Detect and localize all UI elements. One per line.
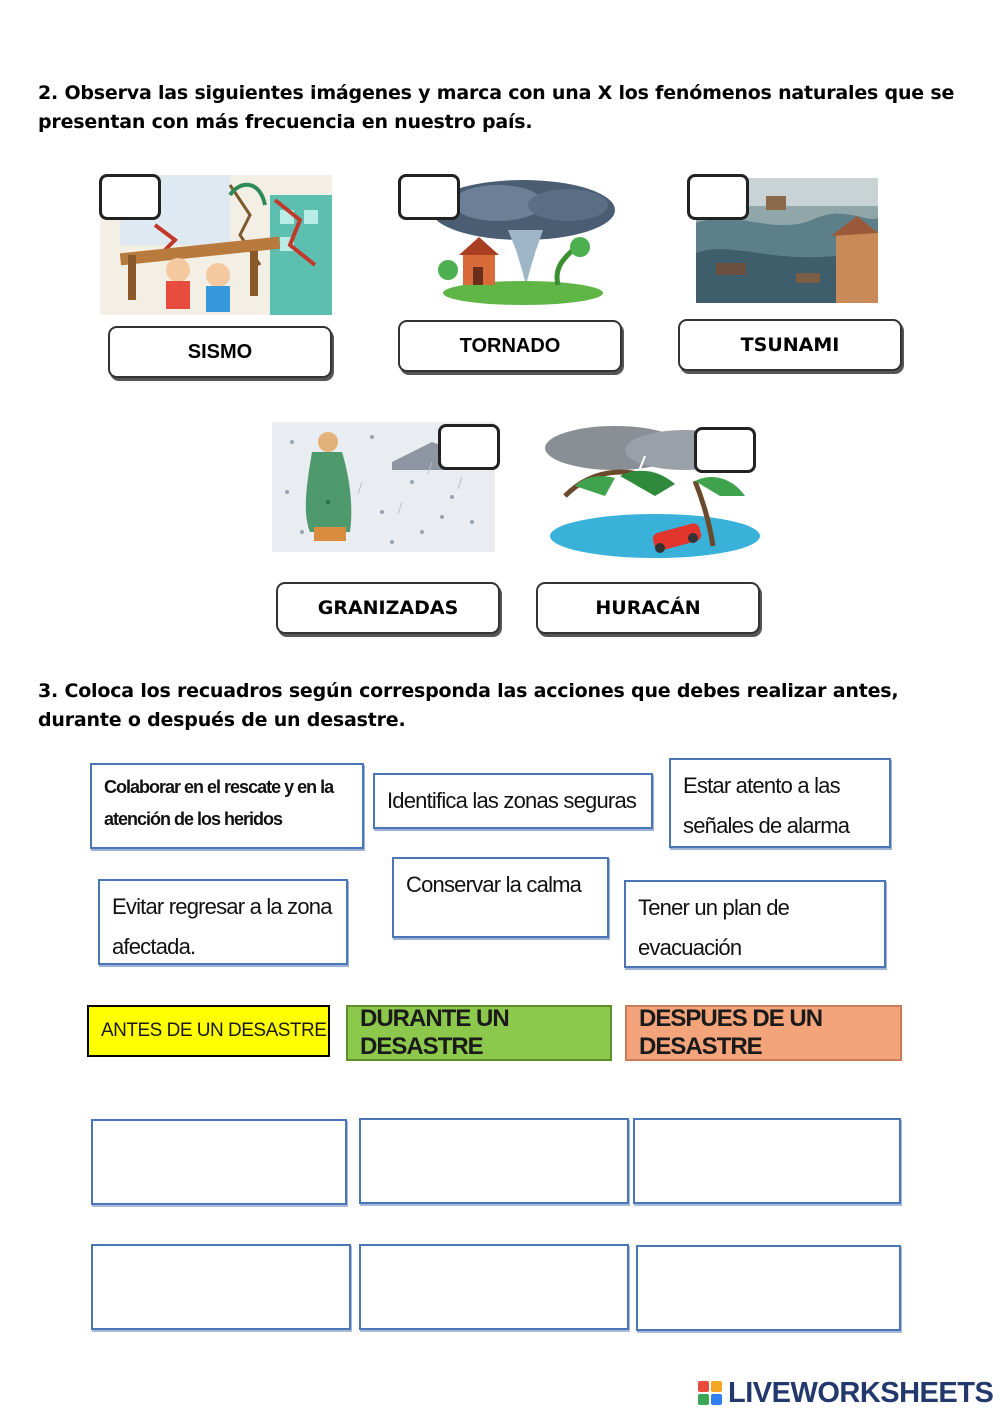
category-despues: DESPUES DE UN DESASTRE: [625, 1005, 902, 1061]
action-card-evitar-regresar[interactable]: Evitar regresar a la zona afectada.: [98, 879, 348, 965]
tsunami-label: TSUNAMI: [678, 319, 902, 371]
sismo-checkbox[interactable]: [99, 174, 161, 220]
tsunami-checkbox[interactable]: [687, 174, 749, 220]
action-card-senales-alarma[interactable]: Estar atento a las señales de alarma: [669, 758, 891, 848]
granizadas-checkbox[interactable]: [438, 424, 500, 470]
drop-zone-despues-1[interactable]: [633, 1118, 901, 1204]
question-2-text: 2. Observa las siguientes imágenes y marca con una X los fenómenos naturales que se presentan con más frecuencia en nuestro país.: [38, 82, 955, 133]
drop-zone-despues-2[interactable]: [636, 1245, 901, 1331]
action-card-conservar-calma[interactable]: Conservar la calma: [392, 857, 609, 938]
tornado-checkbox[interactable]: [398, 174, 460, 220]
category-antes: ANTES DE UN DESASTRE: [87, 1005, 330, 1057]
liveworksheets-brand-text: LIVEWORKSHEETS: [728, 1376, 994, 1409]
granizadas-label: GRANIZADAS: [276, 582, 500, 634]
drop-zone-durante-2[interactable]: [359, 1244, 629, 1330]
action-card-rescate[interactable]: Colaborar en el rescate y en la atención de los heridos: [90, 763, 364, 849]
huracan-label: HURACÁN: [536, 582, 760, 634]
sismo-label: SISMO: [108, 326, 332, 378]
drop-zone-durante-1[interactable]: [359, 1118, 629, 1204]
liveworksheets-logo: [698, 1377, 993, 1409]
action-card-plan-evacuacion[interactable]: Tener un plan de evacuación: [624, 880, 886, 968]
liveworksheets-logo-icon: [698, 1381, 722, 1405]
huracan-checkbox[interactable]: [694, 427, 756, 473]
question-3-text: 3. Coloca los recuadros según corresponda las acciones que debes realizar antes, durante o después de un desastre.: [38, 680, 899, 731]
drop-zone-antes-1[interactable]: [91, 1119, 347, 1205]
category-durante: DURANTE UN DESASTRE: [346, 1005, 612, 1061]
action-card-zonas-seguras[interactable]: Identifica las zonas seguras: [373, 773, 653, 829]
drop-zone-antes-2[interactable]: [91, 1244, 351, 1330]
tornado-label: TORNADO: [398, 320, 622, 372]
